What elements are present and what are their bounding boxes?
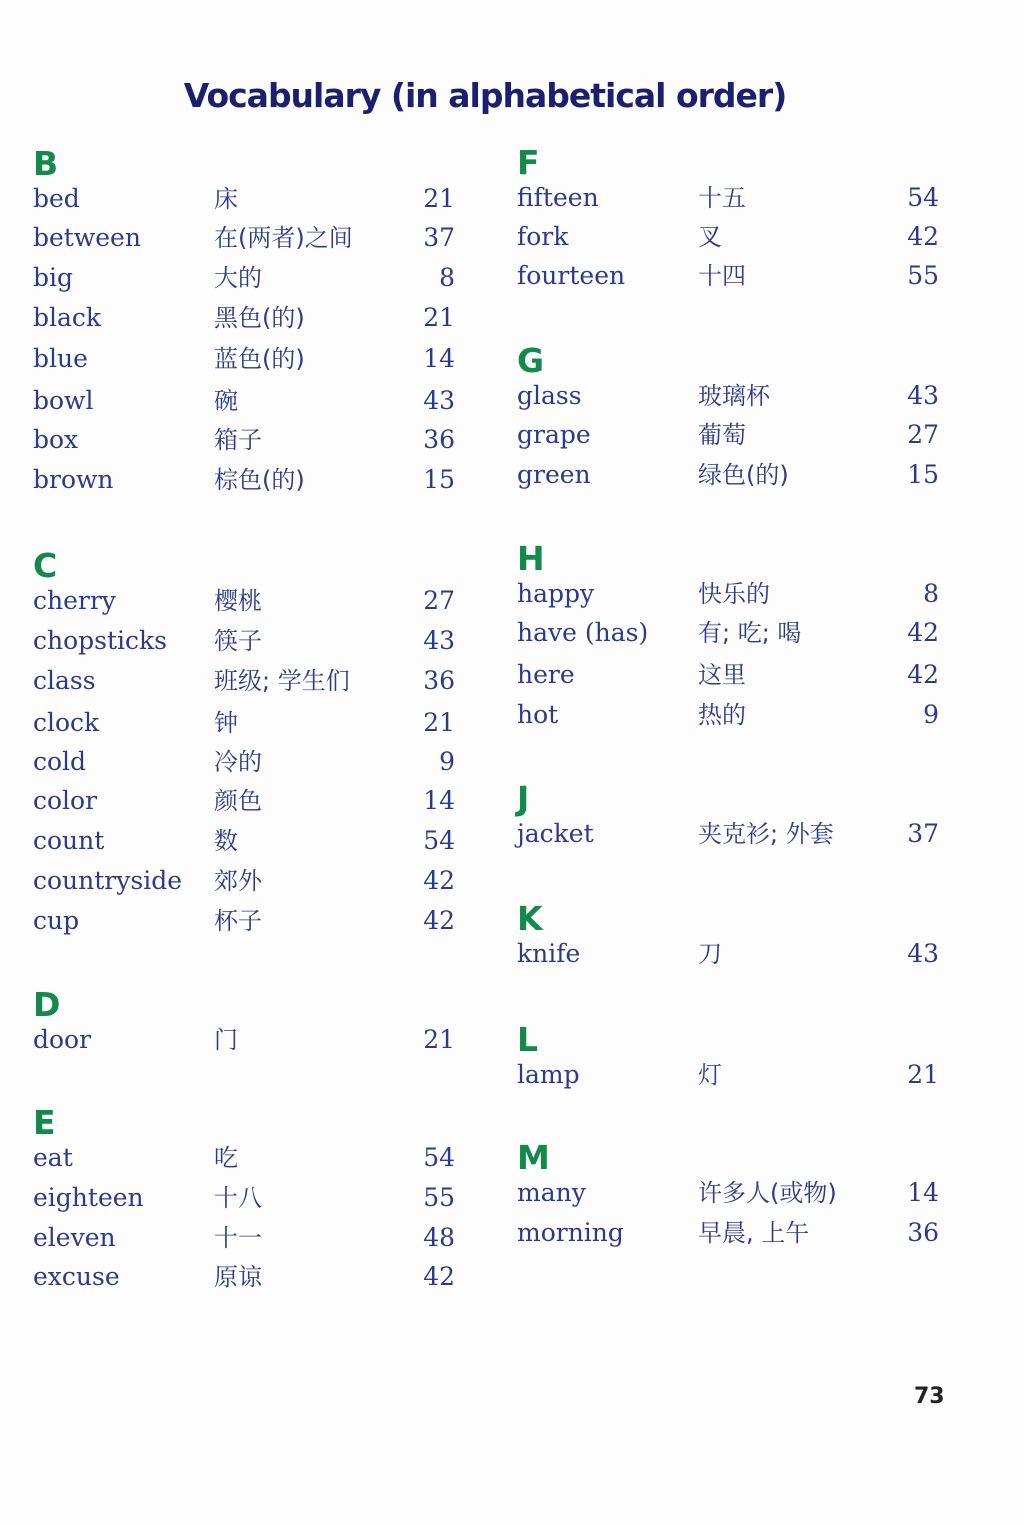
- entry-page: 14: [423, 344, 455, 373]
- vocab-entry: [517, 658, 947, 692]
- vocab-entry: [33, 423, 463, 457]
- vocab-entry: [517, 698, 947, 732]
- entry-meaning: 在(两者)之间: [214, 224, 353, 252]
- vocab-entry: [33, 1260, 463, 1294]
- page-number: 73: [914, 1384, 945, 1409]
- entry-meaning: 数: [214, 827, 238, 855]
- entry-word: bed: [33, 184, 80, 213]
- entry-page: 54: [423, 826, 455, 855]
- section-letter: J: [517, 779, 530, 818]
- vocab-entry: [33, 384, 463, 418]
- entry-meaning: 十八: [214, 1184, 262, 1212]
- entry-meaning: 叉: [698, 223, 722, 251]
- entry-meaning: 刀: [698, 940, 722, 968]
- entry-word: bowl: [33, 386, 94, 415]
- vocab-entry: [33, 1181, 463, 1215]
- entry-page: 15: [423, 465, 455, 494]
- entry-word: excuse: [33, 1262, 120, 1291]
- entry-meaning: 床: [214, 185, 238, 213]
- entry-meaning: 热的: [698, 701, 746, 729]
- entry-word: chopsticks: [33, 626, 168, 655]
- vocab-entry: [517, 616, 947, 650]
- entry-meaning: 郊外: [214, 867, 262, 895]
- entry-meaning: 许多人(或物): [698, 1179, 837, 1207]
- section-letter: C: [33, 546, 58, 585]
- vocab-entry: [33, 904, 463, 938]
- entry-meaning: 十四: [698, 262, 746, 290]
- entry-word: grape: [517, 420, 591, 449]
- entry-page: 8: [923, 579, 939, 608]
- entry-meaning: 快乐的: [698, 580, 770, 608]
- entry-word: class: [33, 666, 96, 695]
- entry-word: have (has): [517, 618, 649, 647]
- vocab-entry: [33, 301, 463, 335]
- vocab-entry: [33, 1023, 463, 1057]
- entry-word: here: [517, 660, 575, 689]
- entry-word: box: [33, 425, 79, 454]
- vocab-entry: [517, 259, 947, 293]
- vocab-entry: [33, 182, 463, 216]
- entry-page: 42: [907, 222, 939, 251]
- vocab-entry: [517, 1216, 947, 1250]
- vocab-entry: [517, 937, 947, 971]
- entry-meaning: 筷子: [214, 627, 262, 655]
- entry-word: eleven: [33, 1223, 116, 1252]
- entry-word: door: [33, 1025, 92, 1054]
- section-letter: G: [517, 341, 545, 380]
- entry-meaning: 玻璃杯: [698, 382, 770, 410]
- entry-page: 36: [423, 666, 455, 695]
- vocab-entry: [517, 1176, 947, 1210]
- entry-page: 27: [907, 420, 939, 449]
- entry-word: color: [33, 786, 98, 815]
- entry-page: 21: [907, 1060, 939, 1089]
- entry-meaning: 这里: [698, 661, 746, 689]
- entry-word: happy: [517, 579, 595, 608]
- vocab-entry: [33, 584, 463, 618]
- section-letter: L: [517, 1020, 539, 1059]
- vocab-entry: [517, 817, 947, 851]
- entry-page: 36: [907, 1218, 939, 1247]
- entry-word: clock: [33, 708, 100, 737]
- entry-page: 54: [423, 1143, 455, 1172]
- entry-page: 42: [423, 906, 455, 935]
- entry-meaning: 棕色(的): [214, 466, 305, 494]
- entry-page: 37: [423, 223, 455, 252]
- section-letter: E: [33, 1103, 56, 1142]
- section-letter: B: [33, 144, 59, 183]
- entry-meaning: 黑色(的): [214, 304, 305, 332]
- entry-meaning: 大的: [214, 264, 262, 292]
- entry-word: brown: [33, 465, 114, 494]
- entry-meaning: 十一: [214, 1224, 262, 1252]
- vocab-entry: [517, 181, 947, 215]
- entry-word: lamp: [517, 1060, 580, 1089]
- entry-page: 9: [439, 747, 455, 776]
- section-letter: K: [517, 899, 543, 938]
- vocab-entry: [517, 379, 947, 413]
- entry-meaning: 蓝色(的): [214, 345, 305, 373]
- entry-word: green: [517, 460, 591, 489]
- entry-page: 43: [907, 939, 939, 968]
- page-title: Vocabulary (in alphabetical order): [183, 76, 787, 115]
- entry-word: fifteen: [517, 183, 599, 212]
- vocab-entry: [33, 1141, 463, 1175]
- vocab-entry: [33, 221, 463, 255]
- entry-word: big: [33, 263, 74, 292]
- entry-page: 14: [907, 1178, 939, 1207]
- entry-page: 42: [423, 1262, 455, 1291]
- entry-meaning: 碗: [214, 387, 238, 415]
- vocab-entry: [517, 458, 947, 492]
- entry-meaning: 夹克衫; 外套: [698, 820, 834, 848]
- vocab-entry: [33, 706, 463, 740]
- entry-meaning: 樱桃: [214, 587, 262, 615]
- entry-meaning: 灯: [698, 1061, 722, 1089]
- entry-meaning: 班级; 学生们: [214, 667, 350, 695]
- entry-word: black: [33, 303, 102, 332]
- entry-meaning: 吃: [214, 1144, 238, 1172]
- vocab-entry: [33, 824, 463, 858]
- section-letter: M: [517, 1138, 550, 1177]
- entry-page: 37: [907, 819, 939, 848]
- entry-page: 15: [907, 460, 939, 489]
- vocab-entry: [33, 745, 463, 779]
- vocab-entry: [517, 1058, 947, 1092]
- entry-page: 55: [423, 1183, 455, 1212]
- entry-meaning: 有; 吃; 喝: [698, 619, 802, 647]
- entry-page: 42: [907, 660, 939, 689]
- vocab-entry: [33, 261, 463, 295]
- entry-word: count: [33, 826, 105, 855]
- entry-word: fork: [517, 222, 569, 251]
- entry-page: 21: [423, 184, 455, 213]
- entry-page: 43: [423, 386, 455, 415]
- entry-page: 8: [439, 263, 455, 292]
- vocab-entry: [33, 342, 463, 376]
- vocab-entry: [33, 864, 463, 898]
- entry-meaning: 绿色(的): [698, 461, 789, 489]
- section-letter: F: [517, 143, 540, 182]
- entry-meaning: 冷的: [214, 748, 262, 776]
- entry-page: 42: [423, 866, 455, 895]
- section-letter: H: [517, 539, 545, 578]
- entry-word: glass: [517, 381, 582, 410]
- entry-word: cold: [33, 747, 87, 776]
- entry-page: 21: [423, 303, 455, 332]
- entry-word: countryside: [33, 866, 182, 895]
- section-letter: D: [33, 985, 61, 1024]
- entry-word: jacket: [517, 819, 594, 848]
- entry-word: knife: [517, 939, 581, 968]
- entry-meaning: 箱子: [214, 426, 262, 454]
- vocab-entry: [33, 784, 463, 818]
- entry-word: blue: [33, 344, 88, 373]
- entry-meaning: 颜色: [214, 787, 262, 815]
- entry-page: 36: [423, 425, 455, 454]
- entry-meaning: 门: [214, 1026, 238, 1054]
- entry-meaning: 原谅: [214, 1263, 262, 1291]
- entry-word: fourteen: [517, 261, 626, 290]
- entry-page: 55: [907, 261, 939, 290]
- entry-word: between: [33, 223, 141, 252]
- entry-page: 42: [907, 618, 939, 647]
- vocab-entry: [33, 1221, 463, 1255]
- entry-word: cherry: [33, 586, 116, 615]
- vocab-entry: [33, 624, 463, 658]
- entry-meaning: 十五: [698, 184, 746, 212]
- entry-page: 14: [423, 786, 455, 815]
- entry-word: hot: [517, 700, 559, 729]
- entry-page: 48: [423, 1223, 455, 1252]
- entry-page: 21: [423, 1025, 455, 1054]
- entry-page: 43: [423, 626, 455, 655]
- entry-meaning: 钟: [214, 709, 238, 737]
- vocab-entry: [33, 664, 463, 698]
- entry-page: 43: [907, 381, 939, 410]
- entry-word: many: [517, 1178, 586, 1207]
- entry-meaning: 早晨, 上午: [698, 1219, 810, 1247]
- vocab-entry: [517, 577, 947, 611]
- entry-page: 27: [423, 586, 455, 615]
- entry-word: eat: [33, 1143, 73, 1172]
- entry-word: cup: [33, 906, 80, 935]
- entry-word: morning: [517, 1218, 624, 1247]
- vocab-entry: [517, 418, 947, 452]
- entry-meaning: 葡萄: [698, 421, 746, 449]
- entry-meaning: 杯子: [214, 907, 262, 935]
- vocab-entry: [517, 220, 947, 254]
- entry-page: 9: [923, 700, 939, 729]
- entry-page: 21: [423, 708, 455, 737]
- entry-page: 54: [907, 183, 939, 212]
- vocab-entry: [33, 463, 463, 497]
- entry-word: eighteen: [33, 1183, 144, 1212]
